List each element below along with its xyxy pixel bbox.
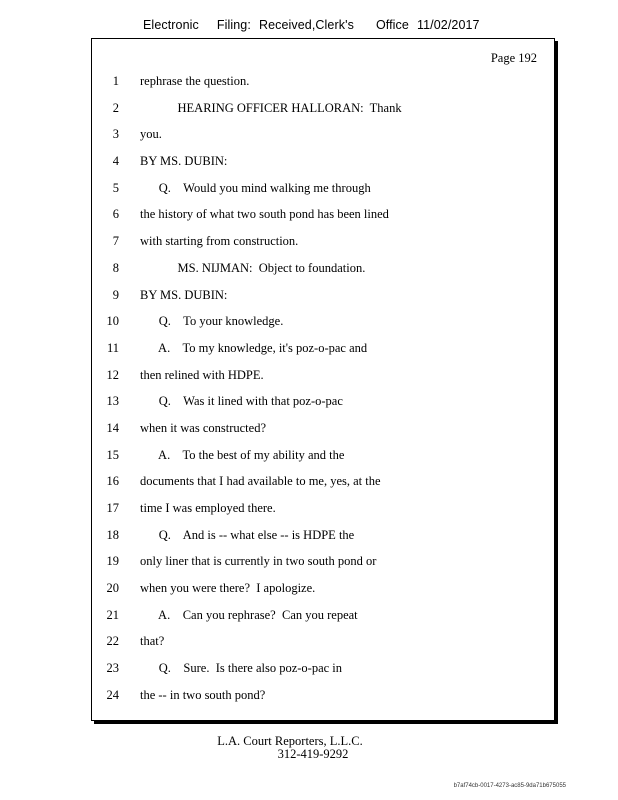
filing-header-electronic: Electronic xyxy=(143,18,199,32)
transcript-line xyxy=(92,233,554,260)
line-number: 1 xyxy=(112,74,119,88)
transcript-line xyxy=(92,473,554,500)
transcript-line xyxy=(92,260,554,287)
line-number: 24 xyxy=(106,687,119,702)
transcript-line xyxy=(92,607,554,634)
line-text: the history of what two south pond has been lined xyxy=(140,207,389,222)
transcript-line xyxy=(92,500,554,527)
line-text: HEARING OFFICER HALLORAN: Thank xyxy=(140,100,402,115)
line-number: 23 xyxy=(106,661,119,676)
line-text: time I was employed there. xyxy=(140,501,276,515)
transcript-line xyxy=(92,687,554,714)
line-number: 15 xyxy=(106,447,119,462)
line-text: only liner that is currently in two south pond or xyxy=(140,554,377,569)
footer-phone: 312-419-9292 xyxy=(277,747,349,761)
line-number: 3 xyxy=(112,127,119,142)
line-number: 11 xyxy=(106,340,119,355)
filing-header-date: 11/02/2017 xyxy=(416,18,480,32)
line-text: A. Can you rephrase? Can you repeat xyxy=(140,607,358,622)
line-number: 5 xyxy=(112,180,119,195)
transcript-line xyxy=(92,420,554,447)
line-text: A. To the best of my ability and the xyxy=(140,447,345,462)
line-number: 6 xyxy=(112,207,119,222)
transcript-line xyxy=(92,206,554,233)
filing-header-filing: Filing: xyxy=(216,18,251,32)
line-number: 4 xyxy=(112,154,119,169)
line-number: 2 xyxy=(112,100,119,115)
transcript-line xyxy=(92,393,554,420)
line-text: with starting from construction. xyxy=(140,234,299,249)
line-text: Q. And is -- what else -- is HDPE the xyxy=(140,527,355,542)
filing-header xyxy=(143,18,480,32)
line-text: when you were there? I apologize. xyxy=(140,581,316,596)
transcript-line xyxy=(92,313,554,340)
line-text: the -- in two south pond? xyxy=(140,687,266,702)
transcript-line xyxy=(92,580,554,607)
footer-firm-name: L.A. Court Reporters, L.L.C. xyxy=(217,734,363,748)
transcript-line xyxy=(92,367,554,394)
transcript-line xyxy=(92,447,554,474)
transcript-line xyxy=(92,553,554,580)
line-number: 7 xyxy=(112,234,119,249)
transcript-line xyxy=(92,340,554,367)
transcript-line xyxy=(92,100,554,127)
filing-header-received: Received,Clerk's xyxy=(258,18,354,32)
transcript-line xyxy=(92,153,554,180)
line-text: MS. NIJMAN: Object to foundation. xyxy=(140,260,366,275)
line-number: 17 xyxy=(106,501,119,515)
line-text: BY MS. DUBIN: xyxy=(140,154,228,169)
line-text: documents that I had available to me, yes, at the xyxy=(140,474,381,489)
line-number: 9 xyxy=(112,287,119,302)
document-hash: b7af74cb-0017-4273-ac85-9da71b675055 xyxy=(453,783,566,789)
line-text: A. To my knowledge, it's poz-o-pac and xyxy=(140,340,368,355)
line-number: 19 xyxy=(106,554,119,569)
filing-header-office: Office xyxy=(375,18,409,32)
line-number: 13 xyxy=(106,394,119,409)
line-text: Q. To your knowledge. xyxy=(140,314,284,329)
line-number: 21 xyxy=(106,607,119,622)
line-text: Q. Would you mind walking me through xyxy=(140,180,371,195)
line-number: 14 xyxy=(106,420,119,435)
transcript-line xyxy=(92,287,554,314)
transcript-line xyxy=(92,73,554,100)
transcript-lines xyxy=(92,73,554,714)
line-number: 10 xyxy=(106,314,119,329)
transcript-line xyxy=(92,126,554,153)
line-number: 16 xyxy=(106,474,119,489)
line-text: rephrase the question. xyxy=(140,74,250,88)
line-text: when it was constructed? xyxy=(140,420,267,435)
transcript-line xyxy=(92,633,554,660)
line-text: then relined with HDPE. xyxy=(140,367,264,382)
transcript-page xyxy=(91,38,555,721)
transcript-line xyxy=(92,180,554,207)
page-number: Page 192 xyxy=(490,51,537,65)
line-text: BY MS. DUBIN: xyxy=(140,287,228,302)
line-text: Q. Sure. Is there also poz-o-pac in xyxy=(140,661,343,676)
transcript-line xyxy=(92,660,554,687)
line-text: that? xyxy=(140,634,165,649)
line-text: Q. Was it lined with that poz-o-pac xyxy=(140,394,343,409)
line-number: 12 xyxy=(106,367,119,382)
line-number: 22 xyxy=(106,634,119,649)
line-text: you. xyxy=(140,127,162,142)
line-number: 20 xyxy=(106,581,119,596)
transcript-line xyxy=(92,527,554,554)
line-number: 8 xyxy=(112,260,119,275)
line-number: 18 xyxy=(106,527,119,542)
